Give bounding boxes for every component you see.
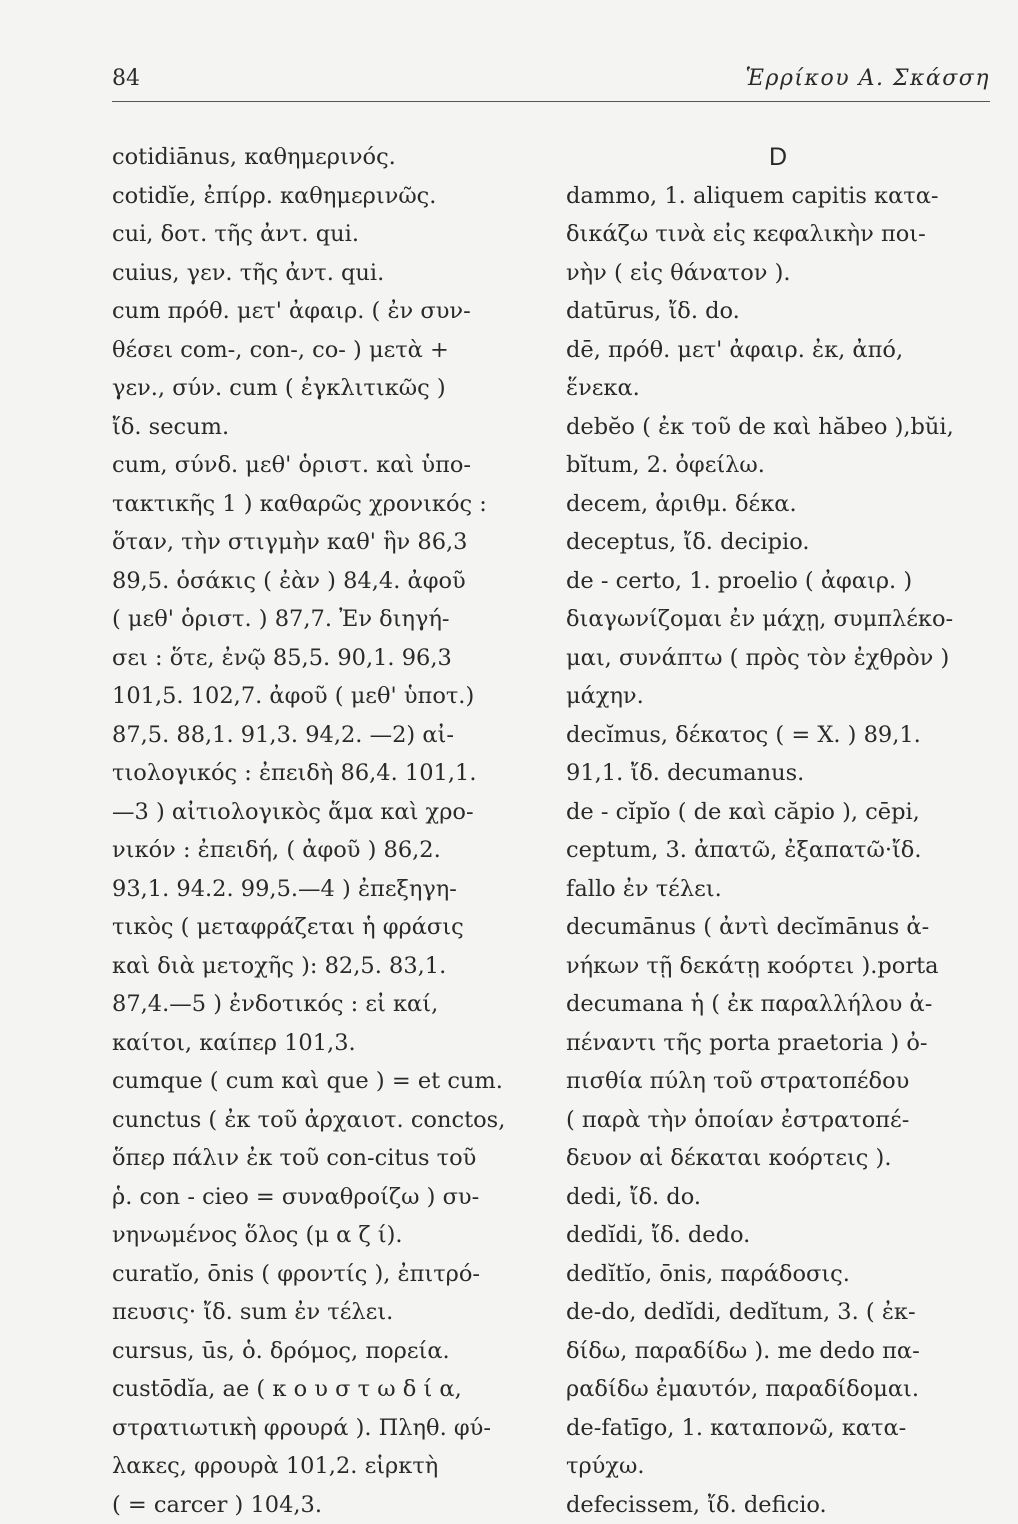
left-column-line: τακτικῆς 1 ) καθαρῶς χρονικός :	[112, 485, 552, 524]
right-column-line: νήκων τῇ δεκάτῃ κοόρτει ).porta	[566, 947, 990, 986]
right-column-line: decumana ἡ ( ἐκ παραλλήλου ἀ-	[566, 985, 990, 1024]
right-column-line: decumānus ( ἀντὶ decĭmānus ἀ-	[566, 908, 990, 947]
right-column-line: decem, ἀριθμ. δέκα.	[566, 485, 990, 524]
left-column-line: cum, σύνδ. μεθ' ὁριστ. καὶ ὑπο-	[112, 446, 552, 485]
right-column-line: dedi, ἴδ. do.	[566, 1178, 990, 1217]
left-column-line: καὶ διὰ μετοχῆς ): 82,5. 83,1.	[112, 947, 552, 986]
right-column-line: δίδω, παραδίδω ). me dedo πα-	[566, 1332, 990, 1371]
right-column-line: de-fatīgo, 1. καταπονῶ, κατα-	[566, 1409, 990, 1448]
right-column-line: ραδίδω ἐμαυτόν, παραδίδομαι.	[566, 1370, 990, 1409]
right-column-line: de-do, dedĭdi, dedĭtum, 3. ( ἐκ-	[566, 1293, 990, 1332]
left-column-line: ῥ. con - cieo = συναθροίζω ) συ-	[112, 1178, 552, 1217]
left-column-line: 101,5. 102,7. ἀφοῦ ( μεθ' ὑποτ.)	[112, 677, 552, 716]
left-column-line: καίτοι, καίπερ 101,3.	[112, 1024, 552, 1063]
left-column-line: ὅπερ πάλιν ἐκ τοῦ con-citus τοῦ	[112, 1139, 552, 1178]
right-column-line: ( παρὰ τὴν ὁποίαν ἐστρατοπέ-	[566, 1101, 990, 1140]
right-column-line: μαι, συνάπτω ( πρὸς τὸν ἐχθρὸν )	[566, 639, 990, 678]
left-column-line: ( μεθ' ὁριστ. ) 87,7. Ἐν διηγή-	[112, 600, 552, 639]
right-column-line: bĭtum, 2. ὀφείλω.	[566, 446, 990, 485]
left-column-line: σει : ὅτε, ἐνῷ 85,5. 90,1. 96,3	[112, 639, 552, 678]
right-column-line: ἕνεκα.	[566, 369, 990, 408]
right-column-line: δευον αἱ δέκαται κοόρτεις ).	[566, 1139, 990, 1178]
left-column-line: 87,5. 88,1. 91,3. 94,2. —2) αἰ-	[112, 716, 552, 755]
right-column-line: de - cĭpĭo ( de καὶ căpio ), cēpi,	[566, 793, 990, 832]
left-column-line: cursus, ūs, ὁ. δρόμος, πορεία.	[112, 1332, 552, 1371]
left-column-line: cuius, γεν. τῆς ἀντ. qui.	[112, 254, 552, 293]
letter-heading: D	[566, 138, 990, 177]
left-column-line: στρατιωτικὴ φρουρά ). Πληθ. φύ-	[112, 1409, 552, 1448]
right-column-line: de - certo, 1. proelio ( ἀφαιρ. )	[566, 562, 990, 601]
right-column-line: τρύχω.	[566, 1447, 990, 1486]
right-column-line: πέναντι τῆς porta praetoria ) ὀ-	[566, 1024, 990, 1063]
right-column-line: πισθία πύλη τοῦ στρατοπέδου	[566, 1062, 990, 1101]
right-column-line: fallo ἐν τέλει.	[566, 870, 990, 909]
right-column-line: dedĭdi, ἴδ. dedo.	[566, 1216, 990, 1255]
left-column-line: cotidiānus, καθημερινός.	[112, 138, 552, 177]
left-column-line: τιολογικός : ἐπειδὴ 86,4. 101,1.	[112, 754, 552, 793]
left-column-line: θέσει com-, con-, co- ) μετὰ +	[112, 331, 552, 370]
left-column-line: cui, δοτ. τῆς ἀντ. qui.	[112, 215, 552, 254]
left-column-line: τικὸς ( μεταφράζεται ἡ φράσις	[112, 908, 552, 947]
right-column-line: 91,1. ἴδ. decumanus.	[566, 754, 990, 793]
left-column-line: 87,4.—5 ) ἐνδοτικός : εἰ καί,	[112, 985, 552, 1024]
page-header	[112, 66, 990, 102]
right-column-line: dedĭtĭo, ōnis, παράδοσις.	[566, 1255, 990, 1294]
left-column-line: 89,5. ὁσάκις ( ἐὰν ) 84,4. ἀφοῦ	[112, 562, 552, 601]
right-column-line: datūrus, ἴδ. do.	[566, 292, 990, 331]
right-column-line: deceptus, ἴδ. decipio.	[566, 523, 990, 562]
left-column-line: λακες, φρουρὰ 101,2. εἱρκτὴ	[112, 1447, 552, 1486]
left-column-line: custōdĭa, ae ( κ ο υ σ τ ω δ ί α,	[112, 1370, 552, 1409]
left-column-line: νηνωμένος ὅλος (μ α ζ ί).	[112, 1216, 552, 1255]
left-column-line: πευσις· ἴδ. sum ἐν τέλει.	[112, 1293, 552, 1332]
left-column-line: curatĭo, ōnis ( φροντίς ), ἐπιτρό-	[112, 1255, 552, 1294]
right-column-line: ceptum, 3. ἀπατῶ, ἐξαπατῶ·ἴδ.	[566, 831, 990, 870]
left-column-line: ὅταν, τὴν στιγμὴν καθ' ἣν 86,3	[112, 523, 552, 562]
header-rule	[112, 101, 990, 102]
running-head: Ἑρρίκου Α. Σκάσση	[746, 66, 990, 91]
right-column-line: μάχην.	[566, 677, 990, 716]
right-column-line: debĕo ( ἐκ τοῦ de καὶ hăbeo ),bŭi,	[566, 408, 990, 447]
left-column-line: —3 ) αἰτιολογικὸς ἅμα καὶ χρο-	[112, 793, 552, 832]
left-column-line: cotidĭe, ἐπίρρ. καθημερινῶς.	[112, 177, 552, 216]
left-column-line: ἴδ. secum.	[112, 408, 552, 447]
left-column-line: 93,1. 94.2. 99,5.—4 ) ἐπεξηγη-	[112, 870, 552, 909]
left-column-line: ( = carcer ) 104,3.	[112, 1486, 552, 1524]
left-column-line: γεν., σύν. cum ( ἐγκλιτικῶς )	[112, 369, 552, 408]
right-column-line: δικάζω τινὰ εἰς κεφαλικὴν ποι-	[566, 215, 990, 254]
right-column-line: νὴν ( εἰς θάνατον ).	[566, 254, 990, 293]
right-column-line: dē, πρόθ. μετ' ἀφαιρ. ἐκ, ἀπό,	[566, 331, 990, 370]
right-column-line: defecissem, ἴδ. deficio.	[566, 1486, 990, 1524]
right-column	[566, 138, 990, 1524]
right-column-line: dammo, 1. aliquem capitis κατα-	[566, 177, 990, 216]
left-column	[112, 138, 552, 1524]
right-column-line: decĭmus, δέκατος ( = X. ) 89,1.	[566, 716, 990, 755]
right-column-line: διαγωνίζομαι ἐν μάχῃ, συμπλέκο-	[566, 600, 990, 639]
left-column-line: cunctus ( ἐκ τοῦ ἀρχαιοτ. conctos,	[112, 1101, 552, 1140]
page-number: 84	[112, 66, 140, 91]
left-column-line: cum πρόθ. μετ' ἀφαιρ. ( ἐν συν-	[112, 292, 552, 331]
left-column-line: νικόν : ἐπειδή, ( ἀφοῦ ) 86,2.	[112, 831, 552, 870]
left-column-line: cumque ( cum καὶ que ) = et cum.	[112, 1062, 552, 1101]
